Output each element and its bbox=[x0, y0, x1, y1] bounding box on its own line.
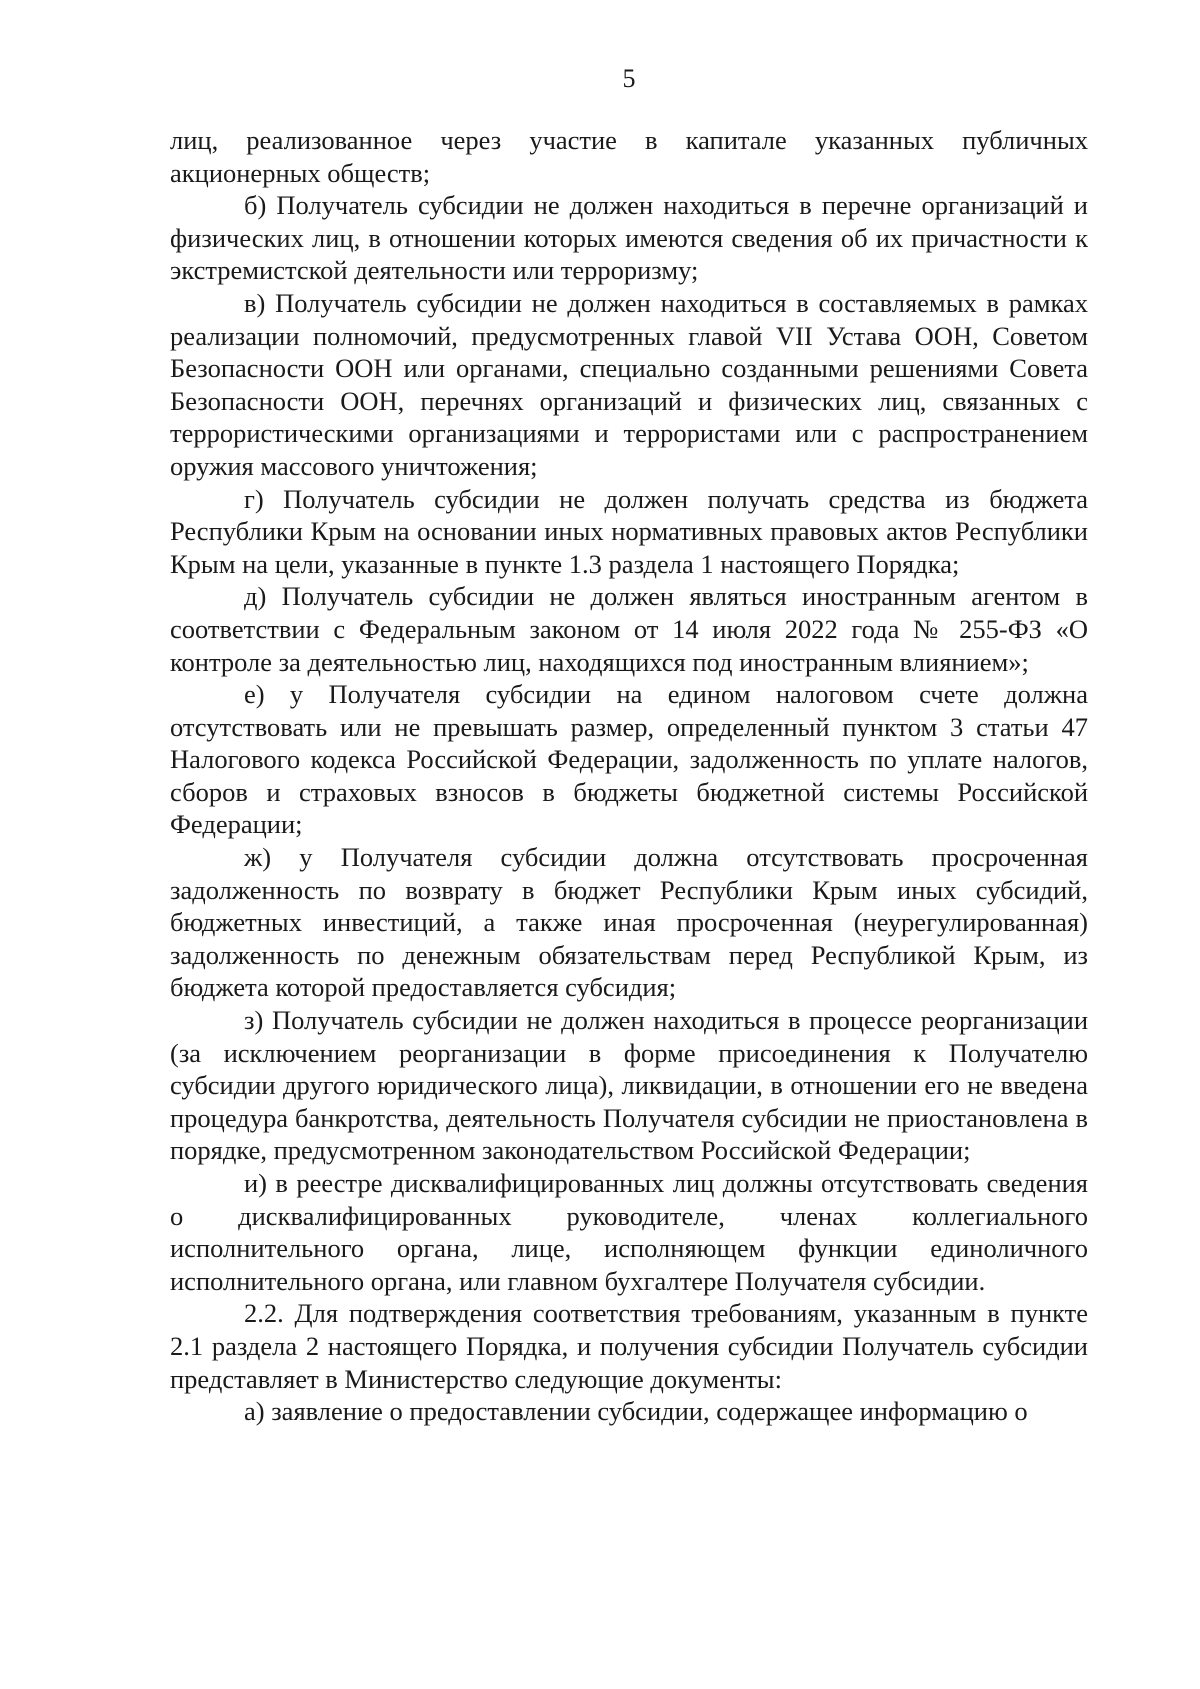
document-page bbox=[170, 0, 1088, 1689]
paragraph-item-i: и) в реестре дисквалифицированных лиц должны отсутствовать сведения о дисквалифицированных руководителе, членах коллегиального исполнительного органа, лице, исполняющем функции единоличного исполнительного органа, или главном бухгалтере Получателя субсидии. bbox=[170, 1168, 1088, 1296]
paragraph-item-a: а) заявление о предоставлении субсидии, содержащее информацию о bbox=[244, 1396, 1028, 1427]
document-body bbox=[170, 124, 1088, 1428]
paragraph-item-d: д) Получатель субсидии не должен являться иностранным агентом в соответствии с Федеральным законом от 14 июля 2022 года № 255-ФЗ «О контроле за деятельностью лиц, находящихся под иностранным влиянием»; bbox=[170, 581, 1088, 677]
paragraph-item-zh: ж) у Получателя субсидии должна отсутствовать просроченная задолженность по возврату в бюджет Республики Крым иных субсидий, бюджетных инвестиций, а также иная просроченная (неурегулированная) задолженность по денежным обязательствам перед Республикой Крым, из бюджета которой предоставляется субсидия; bbox=[170, 842, 1088, 1003]
paragraph-item-g: г) Получатель субсидии не должен получать средства из бюджета Республики Крым на основании иных нормативных правовых актов Республики Крым на цели, указанные в пункте 1.3 раздела 1 настоящего Порядка; bbox=[170, 483, 1088, 579]
paragraph-continuation: лиц, реализованное через участие в капитале указанных публичных акционерных обществ; bbox=[170, 125, 1088, 188]
paragraph-item-b: б) Получатель субсидии не должен находиться в перечне организаций и физических лиц, в отношении которых имеются сведения об их причастности к экстремистской деятельности или терроризму; bbox=[170, 190, 1088, 286]
page-number: 5 bbox=[622, 64, 636, 93]
paragraph-item-z: з) Получатель субсидии не должен находиться в процессе реорганизации (за исключением реорганизации в форме присоединения к Получателю субсидии другого юридического лица), ликвидации, в отношении его не введена процедура банкротства, деятельность Получателя субсидии не приостановлена в порядке, предусмотренном законодательством Российской Федерации; bbox=[170, 1005, 1088, 1166]
paragraph-item-v: в) Получатель субсидии не должен находиться в составляемых в рамках реализации полномочий, предусмотренных главой VII Устава ООН, Советом Безопасности ООН или органами, специально созданными решениями Совета Безопасности ООН, перечнях организаций и физических лиц, связанных с террористическими организациями и террористами или с распространением оружия массового уничтожения; bbox=[170, 287, 1088, 481]
paragraph-item-e: е) у Получателя субсидии на едином налоговом счете должна отсутствовать или не превышать размер, определенный пунктом 3 статьи 47 Налогового кодекса Российской Федерации, задолженность по уплате налогов, сборов и страховых взносов в бюджеты бюджетной системы Российской Федерации; bbox=[170, 679, 1088, 840]
paragraph-section-2-2: 2.2. Для подтверждения соответствия требованиям, указанным в пункте 2.1 раздела 2 настоящего Порядка, и получения субсидии Получатель субсидии представляет в Министерство следующие документы: bbox=[170, 1298, 1088, 1394]
